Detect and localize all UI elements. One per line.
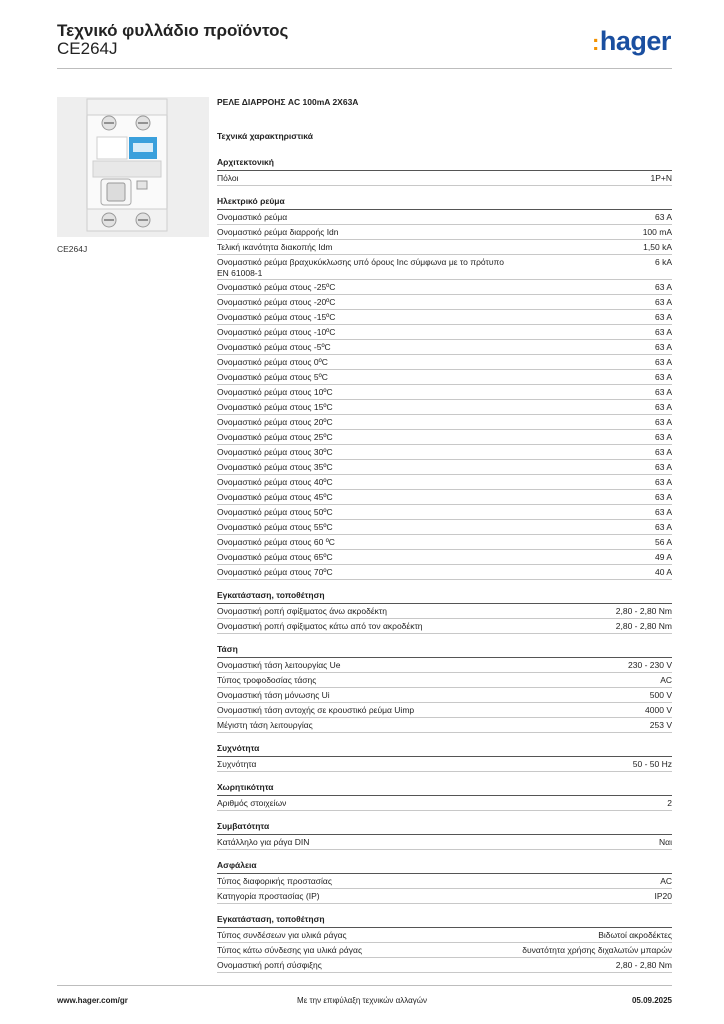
section-title: Χωρητικότητα	[217, 782, 672, 796]
spec-value: 63 A	[654, 327, 672, 337]
spec-row	[217, 445, 672, 460]
spec-value: AC	[660, 675, 672, 685]
spec-value: 63 A	[654, 372, 672, 382]
spec-label: Ονομαστικό ρεύμα στους 65ºC	[217, 552, 333, 562]
spec-section	[217, 782, 672, 811]
spec-value: 4000 V	[645, 705, 672, 715]
spec-label: Τύπος κάτω σύνδεσης για υλικά ράγας	[217, 945, 363, 955]
spec-label: Ονομαστική ροπή σφίξιματος άνω ακροδέκτη	[217, 606, 387, 616]
spec-label: Τύπος διαφορικής προστασίας	[217, 876, 332, 886]
spec-label: Ονομαστικό ρεύμα στους 60 ºC	[217, 537, 335, 547]
footer-disclaimer: Με την επιφύλαξη τεχνικών αλλαγών	[297, 996, 427, 1005]
spec-label: Ονομαστική ροπή σύσφιξης	[217, 960, 322, 970]
spec-row	[217, 340, 672, 355]
spec-row	[217, 385, 672, 400]
spec-value: δυνατότητα χρήσης διχαλωτών μπαρών	[522, 945, 672, 955]
spec-value: 63 A	[654, 477, 672, 487]
spec-label: Ονομαστικό ρεύμα στους 50ºC	[217, 507, 333, 517]
spec-row	[217, 796, 672, 811]
spec-subheading: Τεχνικά χαρακτηριστικά	[217, 131, 313, 141]
spec-value: 40 A	[654, 567, 672, 577]
spec-value: 500 V	[649, 690, 672, 700]
spec-row	[217, 718, 672, 733]
spec-row	[217, 757, 672, 772]
section-title: Αρχιτεκτονική	[217, 157, 672, 171]
spec-value: Βιδωτοί ακροδέκτες	[598, 930, 672, 940]
footer-divider	[57, 985, 672, 986]
spec-label: Συχνότητα	[217, 759, 257, 769]
spec-label: Τελική ικανότητα διακοπής Idm	[217, 242, 333, 252]
spec-row	[217, 673, 672, 688]
section-title: Συμβατότητα	[217, 821, 672, 835]
spec-value: 63 A	[654, 282, 672, 292]
spec-label: Ονομαστικό ρεύμα στους 25ºC	[217, 432, 333, 442]
spec-label: Ονομαστικό ρεύμα στους 45ºC	[217, 492, 333, 502]
spec-section	[217, 157, 672, 186]
spec-value: 63 A	[654, 312, 672, 322]
footer-date: 05.09.2025	[631, 996, 672, 1005]
spec-section	[217, 821, 672, 850]
spec-value: 56 A	[654, 537, 672, 547]
spec-label: Ονομαστικό ρεύμα	[217, 212, 288, 222]
spec-label: Ονομαστικό ρεύμα στους 5ºC	[217, 372, 328, 382]
spec-row	[217, 889, 672, 904]
rcd-device-icon	[57, 97, 209, 237]
spec-row	[217, 400, 672, 415]
spec-row	[217, 958, 672, 973]
spec-row	[217, 355, 672, 370]
section-title: Συχνότητα	[217, 743, 672, 757]
spec-label: Ονομαστικό ρεύμα στους 40ºC	[217, 477, 333, 487]
spec-label: Ονομαστικό ρεύμα βραχυκύκλωσης υπό όρους Inc σύμφωνα με το πρότυπο EN 61008-1	[217, 257, 504, 278]
spec-row	[217, 835, 672, 850]
spec-row	[217, 225, 672, 240]
spec-value: 63 A	[654, 507, 672, 517]
spec-value: 63 A	[654, 357, 672, 367]
spec-label: Ονομαστικό ρεύμα στους -20ºC	[217, 297, 336, 307]
footer-website-link[interactable]: www.hager.com/gr	[57, 996, 128, 1005]
spec-content	[217, 97, 672, 973]
spec-label: Ονομαστικό ρεύμα στους -25ºC	[217, 282, 336, 292]
section-title: Ηλεκτρικό ρεύμα	[217, 196, 672, 210]
spec-label: Κατάλληλο για ράγα DIN	[217, 837, 310, 847]
spec-value: 230 - 230 V	[628, 660, 672, 670]
spec-row	[217, 658, 672, 673]
product-image	[57, 97, 209, 237]
spec-row	[217, 490, 672, 505]
product-title: ΡΕΛΕ ΔΙΑΡΡΟΗΣ AC 100mA 2X63A	[217, 97, 359, 107]
spec-row	[217, 240, 672, 255]
spec-label: Ονομαστικό ρεύμα στους 0ºC	[217, 357, 328, 367]
spec-value: IP20	[654, 891, 672, 901]
spec-section	[217, 644, 672, 733]
logo-text: hager	[599, 26, 671, 56]
spec-label: Ονομαστικό ρεύμα στους 15ºC	[217, 402, 333, 412]
spec-value: 63 A	[654, 212, 672, 222]
spec-value: 49 A	[654, 552, 672, 562]
spec-value: 2	[667, 798, 672, 808]
spec-row	[217, 370, 672, 385]
spec-row	[217, 430, 672, 445]
spec-section	[217, 743, 672, 772]
spec-value: 2,80 - 2,80 Nm	[615, 960, 672, 970]
spec-value: 63 A	[654, 387, 672, 397]
spec-value: 63 A	[654, 342, 672, 352]
section-title: Ασφάλεια	[217, 860, 672, 874]
spec-label: Ονομαστικό ρεύμα στους 35ºC	[217, 462, 333, 472]
spec-label: Ονομαστική τάση μόνωσης Ui	[217, 690, 330, 700]
spec-value: 63 A	[654, 492, 672, 502]
spec-label: Ονομαστικό ρεύμα στους 10ºC	[217, 387, 333, 397]
spec-label: Τύπος τροφοδοσίας τάσης	[217, 675, 317, 685]
spec-label: Τύπος συνδέσεων για υλικά ράγας	[217, 930, 347, 940]
spec-row	[217, 505, 672, 520]
spec-row	[217, 295, 672, 310]
section-title: Τάση	[217, 644, 672, 658]
spec-label: Ονομαστικό ρεύμα στους 20ºC	[217, 417, 333, 427]
section-title: Εγκατάσταση, τοποθέτηση	[217, 914, 672, 928]
spec-value: 1P+N	[650, 173, 672, 183]
spec-row	[217, 565, 672, 580]
spec-value: 6 kA	[654, 257, 672, 267]
spec-label: Μέγιστη τάση λειτουργίας	[217, 720, 313, 730]
spec-section	[217, 590, 672, 634]
spec-label: Ονομαστική ροπή σφίξιματος κάτω από τον ακροδέκτη	[217, 621, 423, 631]
spec-label: Ονομαστική τάση αντοχής σε κρουστικό ρεύμα Uimp	[217, 705, 415, 715]
spec-sections	[217, 157, 672, 973]
spec-label: Ονομαστικό ρεύμα διαρροής Idn	[217, 227, 339, 237]
spec-value: 100 mA	[642, 227, 672, 237]
spec-value: 63 A	[654, 447, 672, 457]
spec-label: Πόλοι	[217, 173, 239, 183]
spec-label: Ονομαστική τάση λειτουργίας Ue	[217, 660, 341, 670]
spec-row	[217, 928, 672, 943]
spec-value: 2,80 - 2,80 Nm	[615, 606, 672, 616]
spec-row	[217, 171, 672, 186]
spec-value: 63 A	[654, 402, 672, 412]
spec-value: 63 A	[654, 522, 672, 532]
section-title: Εγκατάσταση, τοποθέτηση	[217, 590, 672, 604]
header-divider	[57, 68, 672, 69]
spec-label: Ονομαστικό ρεύμα στους 30ºC	[217, 447, 333, 457]
spec-row	[217, 874, 672, 889]
spec-label: Ονομαστικό ρεύμα στους -5ºC	[217, 342, 331, 352]
spec-value: 50 - 50 Hz	[632, 759, 672, 769]
page-title: Τεχνικό φυλλάδιο προϊόντος	[57, 21, 289, 40]
spec-label: Ονομαστικό ρεύμα στους -10ºC	[217, 327, 336, 337]
spec-value: 1,50 kA	[643, 242, 672, 252]
spec-row	[217, 460, 672, 475]
spec-value: 63 A	[654, 417, 672, 427]
spec-row	[217, 255, 672, 280]
spec-row	[217, 520, 672, 535]
spec-value: 63 A	[654, 297, 672, 307]
spec-section	[217, 196, 672, 580]
spec-value: AC	[660, 876, 672, 886]
spec-row	[217, 550, 672, 565]
spec-row	[217, 325, 672, 340]
spec-label: Ονομαστικό ρεύμα στους -15ºC	[217, 312, 336, 322]
image-caption: CE264J	[57, 244, 88, 254]
spec-row	[217, 604, 672, 619]
hager-logo[interactable]	[592, 26, 671, 58]
spec-section	[217, 914, 672, 973]
spec-section	[217, 860, 672, 904]
spec-value: Ναι	[659, 837, 672, 847]
logo-dots-icon: :	[592, 30, 599, 55]
spec-value: 63 A	[654, 462, 672, 472]
spec-row	[217, 475, 672, 490]
spec-row	[217, 280, 672, 295]
spec-row	[217, 619, 672, 634]
spec-row	[217, 943, 672, 958]
spec-value: 63 A	[654, 432, 672, 442]
spec-label: Κατηγορία προστασίας (IP)	[217, 891, 320, 901]
spec-row	[217, 535, 672, 550]
spec-row	[217, 415, 672, 430]
spec-value: 253 V	[649, 720, 672, 730]
spec-label: Ονομαστικό ρεύμα στους 55ºC	[217, 522, 333, 532]
spec-value: 2,80 - 2,80 Nm	[615, 621, 672, 631]
spec-row	[217, 688, 672, 703]
spec-label: Ονομαστικό ρεύμα στους 70ºC	[217, 567, 333, 577]
spec-row	[217, 310, 672, 325]
spec-row	[217, 210, 672, 225]
product-code-heading: CE264J	[57, 39, 118, 58]
spec-label: Αριθμός στοιχείων	[217, 798, 287, 808]
spec-row	[217, 703, 672, 718]
